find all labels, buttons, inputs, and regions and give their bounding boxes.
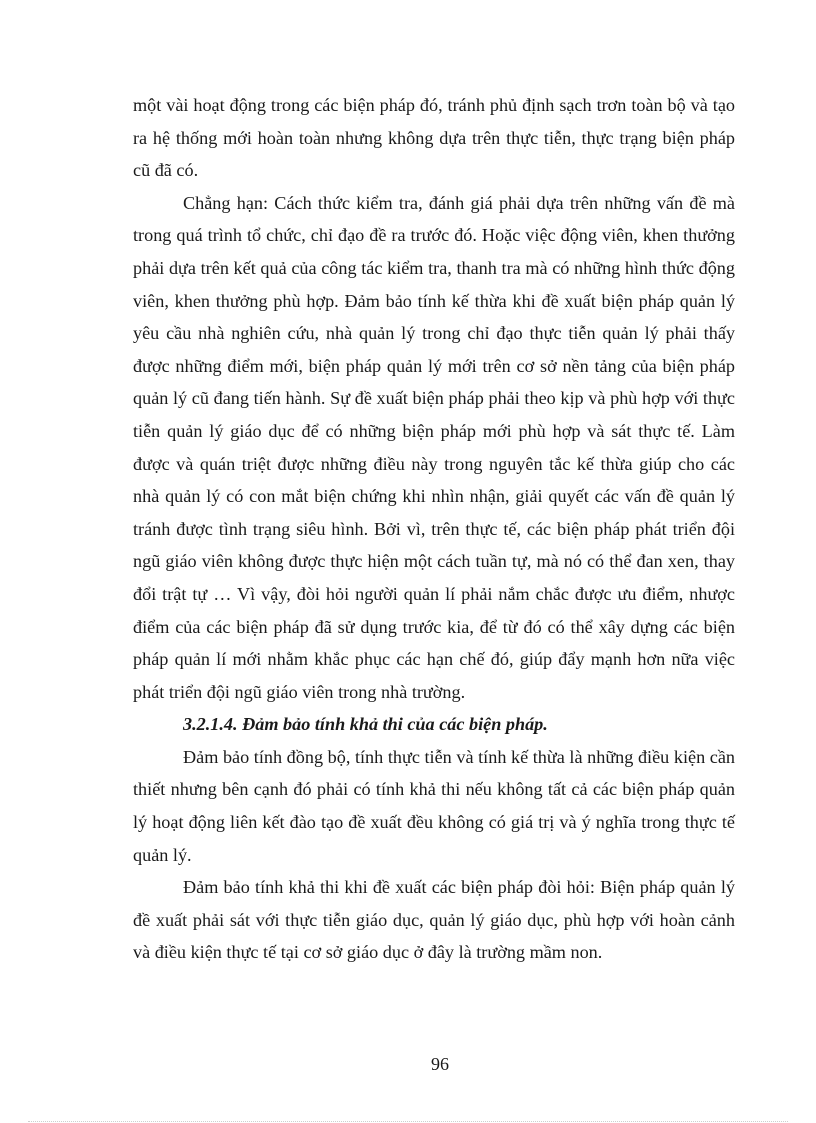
paragraph-continuation: một vài hoạt động trong các biện pháp đó, tránh phủ định sạch trơn toàn bộ và tạo ra hệ thống mới hoàn toàn nhưng không dựa trên thực tiễn, thực trạng biện pháp cũ đã có. [133,95,735,181]
section-heading: 3.2.1.4. Đảm bảo tính khả thi của các biện pháp. [183,714,548,735]
body-text [133,89,735,969]
page-number: 96 [431,1054,449,1074]
paragraph-feasibility-requirements: Đảm bảo tính khả thi khi đề xuất các biện pháp đòi hỏi: Biện pháp quản lý đề xuất phải sát với thực tiễn giáo dục, quản lý giáo dục, phù hợp với hoàn cảnh và điều kiện thực tế tại cơ sở giáo dục ở đây là trường mầm non. [133,877,735,963]
paragraph-example: Chẳng hạn: Cách thức kiểm tra, đánh giá phải dựa trên những vấn đề mà trong quá trình tổ chức, chỉ đạo đề ra trước đó. Hoặc việc động viên, khen thưởng phải dựa trên kết quả của công tác kiểm tra, thanh tra mà có những hình thức động viên, khen thưởng phù hợp. Đảm bảo tính kế thừa khi đề xuất biện pháp quản lý yêu cầu nhà nghiên cứu, nhà quản lý trong chỉ đạo thực tiễn quản lý phải thấy được những điểm mới, biện pháp quản lý mới trên cơ sở nền tảng của biện pháp quản lý cũ đang tiến hành. Sự đề xuất biện pháp phải theo kịp và phù hợp với thực tiễn quản lý giáo dục để có những biện pháp mới phù hợp và sát thực tế. Làm được và quán triệt được những điều này trong nguyên tắc kế thừa giúp cho các nhà quản lý có con mắt biện chứng khi nhìn nhận, giải quyết các vấn đề quản lý tránh được tình trạng siêu hình. Bởi vì, trên thực tế, các biện pháp phát triển đội ngũ giáo viên không được thực hiện một cách tuần tự, mà nó có thể đan xen, thay đổi trật tự … Vì vậy, đòi hỏi người quản lí phải nắm chắc được ưu điểm, nhược điểm của các biện pháp đã sử dụng trước kia, để từ đó có thể xây dựng các biện pháp quản lí mới nhằm khắc phục các hạn chế đó, giúp đẩy mạnh hơn nữa việc phát triển đội ngũ giáo viên trong nhà trường. [133,192,735,702]
footer-divider [28,1121,788,1122]
paragraph-feasibility-intro: Đảm bảo tính đồng bộ, tính thực tiễn và tính kế thừa là những điều kiện cần thiết nhưng bên cạnh đó phải có tính khả thi nếu không tất cả các biện pháp quản lý hoạt động liên kết đào tạo đề xuất đều không có giá trị và ý nghĩa trong thực tế quản lý. [133,746,735,865]
